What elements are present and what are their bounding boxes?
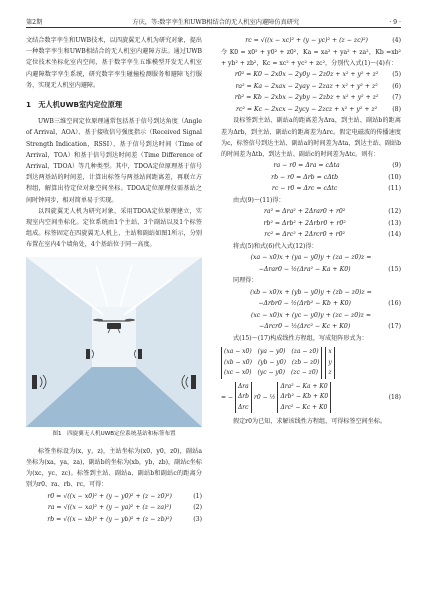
paragraph-from-9-11: 由式(9)～(11)得：	[233, 196, 285, 204]
paragraph-coordinates: 标签坐标设为(x，y，z)，主站坐标为(x0，y0，z0)，副站a坐标为(xa，ya，za)，副站b的坐标为(xb，yb，zb)，副站c坐标为(xc，yc，zc)。标签到主站、副站a、副站b和副站c的距离分别为r0、ra、rb、rc，可得：	[26, 447, 202, 489]
section-title: 1 无人机UWB室内定位原理	[26, 100, 123, 110]
page-number: · 9 ·	[389, 19, 401, 26]
paragraph-similarly: 同理得：	[233, 277, 258, 285]
paragraph-matrix-form: 式(15)～(17)构成线性方程组，写成矩阵形式为：	[233, 334, 368, 342]
equation-17: −Δrcr0 − ½(Δrc² − Kc + K0) (17)	[259, 323, 401, 331]
unknown-vector: x y z	[325, 347, 334, 379]
paragraph-conclusion: 假定r0为已知，求解该线性方程组，可得标签空间坐标。	[233, 418, 387, 426]
equation-14: rc² = Δrc² + 2Δrcr0 + r0² (14)	[264, 231, 401, 239]
equation-9: ra − r0 = Δra = cΔta (9)	[273, 162, 401, 170]
equation-17a: (xc − x0)x + (yc − y0)y + (zc − z0)z =	[250, 311, 372, 319]
equation-4: rc = √((x − xc)² + (y − yc)² + (z − zc)²) (4)	[245, 37, 401, 44]
equation-3: rb = √((x − xb)² + (y − yb)² + (z − zb)²) (3)	[47, 515, 202, 523]
equation-12: ra² = Δra² + 2Δrar0 + r0² (12)	[263, 208, 401, 216]
right-column	[221, 35, 401, 427]
equation-15a: (xa − x0)x + (ya − y0)y + (za − z0)z =	[250, 254, 372, 262]
paragraph-system-layout: 以四旋翼无人机为研究对象，采用TDOA定位原理建立，实现室内空间坐标化。定位系统由1个主站、3个副站以及1个标签组成。标签固定在四旋翼无人机上，主站和副站如图1所示，分别布置在室内4个墙角处，4个基站位于同一高度。	[26, 207, 202, 249]
equation-10: rb − r0 = Δrb = cΔtb (10)	[271, 173, 401, 181]
equation-6: ra² = Ka − 2xax − 2yay − 2zaz + x² + y² + z² (6)	[235, 82, 401, 90]
equation-16a: (xb − x0)x + (yb − y0)y + (zb − z0)z =	[250, 288, 372, 296]
constant-vector: Δra² − Ka + K0 Δrb² − Kb + K0 Δrc² − Kc + K0	[277, 382, 331, 414]
equation-2: ra = √((x − xa)² + (y − ya)² + (z − za)²) (2)	[47, 504, 202, 512]
paragraph-positioning-methods: UWB三维空间定位原理通常包括基于信号到达角度（Angle of Arrival，AOA）、基于接收信号强度指示（Received Signal Strength Indication，RSSI）、基于信号到达时间（Time of Arrival，TOA）和基于信号到达时间差（Time Difference of Arrival，TDOA）等几种类型。其中，TDOA定位原理基于信号到达两基站的时间差，计算出标签与两基站间距离差，再联立方程组，解算出待定位对象空间坐标。TDOA定位原理仅需基站之间时钟同步，相对简单易于实现。	[26, 118, 202, 204]
matrix-equation-rhs: = − Δra Δrb Δrc r0 − ½ Δra² − Ka + K0 Δrb² − Kb + K0 Δrc² − Kc + K0 (18)	[221, 382, 401, 414]
equation-15: −Δrar0 − ½(Δra² − Ka + K0) (15)	[258, 265, 401, 273]
corridor-illustration	[26, 257, 202, 427]
equation-number-18: (18)	[388, 393, 401, 401]
paragraph-substitute: 将式(5)和式(6)代入式(12)得：	[233, 242, 318, 250]
matrix-equation-lhs	[221, 347, 401, 379]
figure-caption: 图1 四旋翼无人机UWB定位系统基站和标签布置	[52, 430, 176, 437]
equation-13: rb² = Δrb² + 2Δrbr0 + r0² (13)	[263, 219, 401, 227]
equation-16: −Δrbr0 − ½(Δrb² − Kb + K0) (16)	[258, 300, 401, 308]
k-definition: 令 K0 = x0² + y0² + z0²，Ka = xa² + ya² + za²，Kb =xb² + yb² + zb²，Kc = xc² + yc² + zc²，分别代入式(1)～(4)有：	[221, 48, 401, 67]
equation-1: r0 = √((x − x0)² + (y − y0)² + (z − z0)²) (1)	[47, 492, 202, 500]
running-header	[26, 8, 401, 26]
paragraph-distance-differences: 设标签到主站、副站a的距离差为Δra，到主站、副站b的距离差为Δrb，到主站、副站c的距离差为Δrc。假定电磁波的传播速度为c，标签信号到达主站、副站a的时间差为Δta，到达主站、副站b的时间差为Δtb，到达主站、副站c的时间差为Δtc。则有：	[221, 117, 401, 158]
equation-7: rb² = Kb − 2xbx − 2yby − 2zbz + x² + y² + z² (7)	[234, 94, 401, 102]
equation-11: rc − r0 = Δrc = cΔtc (11)	[271, 185, 401, 193]
intro-paragraph: 文结合数字孪生和UWB技术，以四旋翼无人机为研究对象，提出一种数字孪生和UWB相结合的无人机室内避障方法。通过UWB定位技术坐标化室内空间，基于数字孪生五维模型开发无人机室内避障数字孪生系统，研究数字孪生碰撞检测服务和避障飞行服务，实现无人机室内避障。	[26, 37, 202, 89]
running-title: 方庆，等:数字孪生和UWB相结合的无人机室内避障仿真研究	[132, 19, 300, 26]
left-column	[26, 35, 202, 525]
header-rule	[26, 27, 401, 28]
issue-number: 第2期	[26, 19, 43, 26]
equation-8: rc² = Kc − 2xcx − 2ycy − 2zcz + x² + y² + z² (8)	[236, 105, 401, 113]
figure-uwb-layout	[26, 257, 202, 427]
coefficient-matrix: (xa − x0) (ya − y0) (za − z0) (xb − x0) (yb − y0) (zb − z0) (xc − x0) (yc − y0) (zc − z0)	[221, 347, 322, 379]
equation-5: r0² = K0 − 2x0x − 2y0y − 2z0z + x² + y² + z² (5)	[234, 71, 401, 78]
distance-difference-vector: Δra Δrb Δrc	[235, 382, 252, 414]
